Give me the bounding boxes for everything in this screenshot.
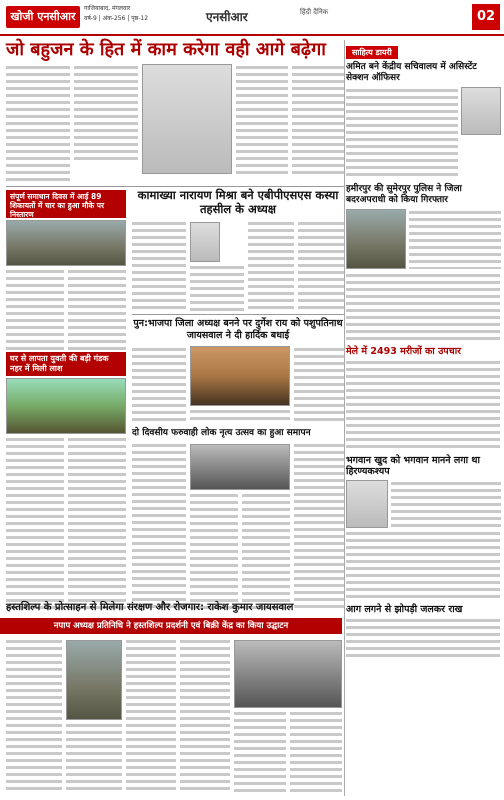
dateline: गाजियाबाद, मंगलवार वर्ष-9 | अंक-256 | पृष्ठ-12 <box>84 5 149 22</box>
lead-headline: जो बहुजन के हित में काम करेगा वही आगे बढ़ेगा <box>6 39 326 60</box>
right-story-4-headline: भगवान खुद को भगवान मानने लगा था हिरण्यकश्यप <box>346 455 480 477</box>
right-story-1-photo <box>461 87 501 135</box>
bjp-story-col-3 <box>190 408 290 424</box>
lead-text-col-2 <box>74 64 138 164</box>
handicraft-col-5 <box>234 710 286 794</box>
handicraft-subhead: नपाप अध्यक्ष प्रतिनिधि ने हस्तशिल्प प्रदर्शनी एवं बिक्री केंद्र का किया उद्घाटन <box>0 618 342 634</box>
middle-story-col-3 <box>248 220 294 312</box>
handicraft-col-1 <box>6 638 62 794</box>
right-story-1-text <box>346 87 458 179</box>
missing-story-col-2 <box>68 436 126 612</box>
lead-text-col-3 <box>236 64 288 174</box>
masthead-tagline: हिंदी दैनिक <box>300 8 329 16</box>
page-number: 02 <box>472 4 500 30</box>
handicraft-col-6 <box>290 710 342 794</box>
literature-diary-tag: साहित्य डायरी <box>346 46 398 59</box>
dance-story-headline: दो दिवसीय फरुवाही लोक नृत्य उत्सव का हुआ समापन <box>132 428 311 438</box>
handicraft-col-4 <box>180 638 230 794</box>
middle-story-col-4 <box>298 220 344 312</box>
missing-story-col-1 <box>6 436 64 612</box>
right-column <box>346 40 502 657</box>
bjp-story-col-1 <box>132 346 186 424</box>
right-story-4-text <box>391 480 501 528</box>
right-story-2-text <box>409 209 501 269</box>
handicraft-photo-1 <box>66 640 122 720</box>
divider <box>6 186 344 187</box>
meeting-photo <box>6 220 126 266</box>
handicraft-headline: हस्तशिल्प के प्रोत्साहन से मिलेगा संरक्षण और रोजगार: राकेश कुमार जायसवाल <box>6 602 294 613</box>
bjp-story-headline: पुन:भाजपा जिला अध्यक्ष बनने पर दुर्गेश राय को पशुपतिनाथ जायसवाल ने दी हार्दिक बधाई <box>133 318 343 341</box>
right-story-5-headline: आग लगने से झोपड़ी जलकर राख <box>346 604 463 615</box>
middle-story-col-2 <box>190 264 244 312</box>
handicraft-col-3 <box>126 638 176 794</box>
dance-story-col-2 <box>190 492 238 612</box>
right-story-4-photo <box>346 480 388 528</box>
bjp-photo <box>190 346 290 406</box>
column-divider <box>344 40 345 796</box>
masthead <box>0 0 504 36</box>
right-story-3-headline: मेले में 2493 मरीजों का उपचार <box>346 346 462 357</box>
section-title: एनसीआर <box>206 10 248 24</box>
bjp-story-col-2 <box>294 346 344 424</box>
dance-photo <box>190 444 290 490</box>
lead-photo <box>142 64 232 174</box>
missing-girl-headline: घर से लापता युवती की बड़ी गंडक नहर में मिली लाश <box>6 352 126 376</box>
newspaper-logo: खोजी एनसीआर <box>6 6 80 28</box>
right-story-1-headline: अमित बने केंद्रीय सचिवालय में असिस्टेंट सेक्शन ऑफिसर <box>346 62 477 83</box>
middle-story-col-1 <box>132 220 186 312</box>
portrait-photo <box>190 222 220 262</box>
right-story-2-headline: हमीरपुर की सुमेरपुर पुलिस ने जिला बदरअपराधी को किया गिरफ्तार <box>346 184 462 205</box>
canal-photo <box>6 378 126 434</box>
left-story-col-1 <box>6 268 64 350</box>
dance-story-col-4 <box>294 442 344 612</box>
left-story-headline: संपूर्ण समाधान दिवस में आई 89 शिकायतों में चार का हुआ मौके पर निस्तारण <box>6 190 126 218</box>
handicraft-photo-2 <box>234 640 342 708</box>
middle-story-headline: कामाख्या नारायण मिश्रा बने एबीपीएसएस कस्या तहसील के अध्यक्ष <box>137 188 339 216</box>
lead-text-col-1 <box>6 64 70 184</box>
right-story-2-photo <box>346 209 406 269</box>
right-story-3-text <box>346 359 500 451</box>
dance-story-col-1 <box>132 442 186 612</box>
right-story-4-text-more <box>346 530 500 600</box>
right-story-5-text <box>346 617 500 657</box>
divider <box>132 314 344 315</box>
dance-story-col-3 <box>242 492 290 612</box>
left-story-col-2 <box>68 268 126 350</box>
lead-text-col-4 <box>292 64 344 174</box>
handicraft-col-2 <box>66 722 122 794</box>
right-story-2-text-more <box>346 272 500 342</box>
